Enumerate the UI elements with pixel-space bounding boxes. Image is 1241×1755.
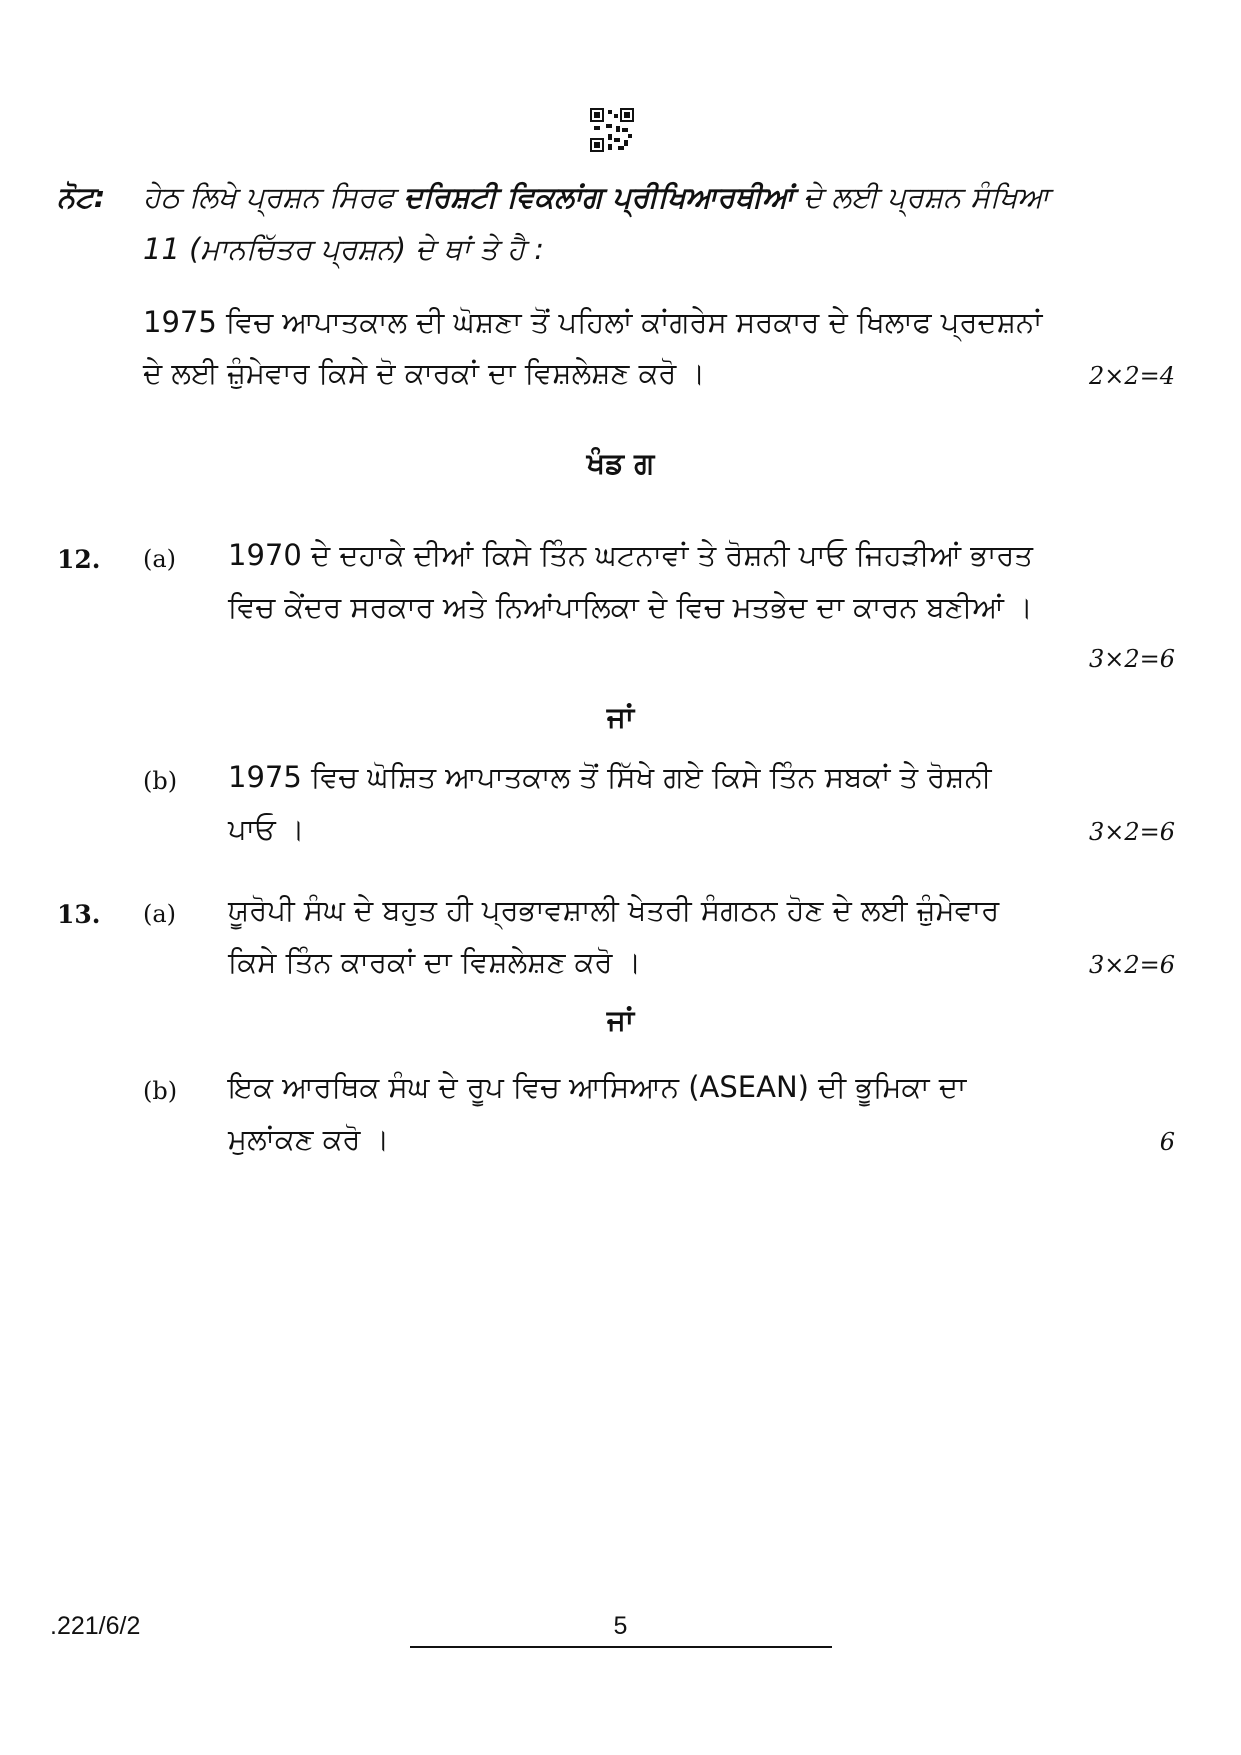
note-question-line-1: 1975 ਵਿਚ ਆਪਾਤਕਾਲ ਦੀ ਘੋਸ਼ਣਾ ਤੋਂ ਪਹਿਲਾਂ ਕਾਂਗਰੇਸ ਸਰਕਾਰ ਦੇ ਖਿਲਾਫ ਪ੍ਰਦਸ਼ਨਾਂ [143, 305, 1043, 339]
question-text-line: ਵਿਚ ਕੇਂਦਰ ਸਰਕਾਰ ਅਤੇ ਨਿਆਂਪਾਲਿਕਾ ਦੇ ਵਿਚ ਮਤਭੇਦ ਦਾ ਕਾਰਨ ਬਣੀਆਂ । [228, 590, 1033, 624]
or-separator: ਜਾਂ [606, 700, 635, 734]
question-part-label: (b) [143, 1077, 178, 1105]
note-marks: 2×2=4 [1088, 362, 1175, 390]
question-marks: 3×2=6 [1088, 951, 1175, 979]
question-number: 12. [57, 545, 101, 574]
question-text-line: 1975 ਵਿਚ ਘੋਸ਼ਿਤ ਆਪਾਤਕਾਲ ਤੋਂ ਸਿੱਖੇ ਗਏ ਕਿਸੇ ਤਿੰਨ ਸਬਕਾਂ ਤੇ ਰੋਸ਼ਨੀ [228, 760, 992, 794]
question-part-label: (b) [143, 767, 178, 795]
question-text-line: 1970 ਦੇ ਦਹਾਕੇ ਦੀਆਂ ਕਿਸੇ ਤਿੰਨ ਘਟਨਾਵਾਂ ਤੇ ਰੋਸ਼ਨੀ ਪਾਓ ਜਿਹੜੀਆਂ ਭਾਰਤ [228, 538, 1033, 572]
note-label: ਨੋਟ: [57, 180, 106, 214]
note-line-1-end: ਦੇ ਲਈ ਪ੍ਰਸ਼ਨ ਸੰਖਿਆ [803, 180, 1050, 214]
question-text-line: ਪਾਓ । [228, 812, 305, 846]
question-marks: 6 [1159, 1128, 1175, 1156]
question-text-line: ਕਿਸੇ ਤਿੰਨ ਕਾਰਕਾਂ ਦਾ ਵਿਸ਼ਲੇਸ਼ਣ ਕਰੋ । [228, 945, 642, 979]
note-question-line-2: ਦੇ ਲਈ ਜ਼ੁੰਮੇਵਾਰ ਕਿਸੇ ਦੋ ਕਾਰਕਾਂ ਦਾ ਵਿਸ਼ਲੇਸ਼ਣ ਕਰੋ । [143, 356, 706, 390]
question-marks: 3×2=6 [1088, 645, 1175, 673]
question-text-line: ਯੂਰੋਪੀ ਸੰਘ ਦੇ ਬਹੁਤ ਹੀ ਪ੍ਰਭਾਵਸ਼ਾਲੀ ਖੇਤਰੀ ਸੰਗਠਨ ਹੋਣ ਦੇ ਲਈ ਜ਼ੁੰਮੇਵਾਰ [228, 893, 1000, 927]
question-text-line: ਮੁਲਾਂਕਣ ਕਰੋ । [228, 1122, 390, 1156]
note-line-1-bold: ਦਰਿਸ਼ਟੀ ਵਿਕਲਾਂਗ ਪ੍ਰੀਖਿਆਰਥੀਆਂ [403, 180, 794, 214]
question-text-line: ਇਕ ਆਰਥਿਕ ਸੰਘ ਦੇ ਰੂਪ ਵਿਚ ਆਸਿਆਨ (ASEAN) ਦੀ ਭੂਮਿਕਾ ਦਾ [228, 1070, 967, 1104]
paper-code: .221/6/2 [50, 1612, 141, 1640]
question-part-label: (a) [143, 900, 177, 928]
note-line-2: 11 (ਮਾਨਚਿੱਤਰ ਪ੍ਰਸ਼ਨ) ਦੇ ਥਾਂ ਤੇ ਹੈ : [143, 232, 545, 266]
section-title: ਖੰਡ ਗ [586, 446, 655, 480]
note-line-1-start: ਹੇਠ ਲਿਖੇ ਪ੍ਰਸ਼ਨ ਸਿਰਫ [143, 180, 395, 214]
question-number: 13. [57, 900, 101, 929]
or-separator: ਜਾਂ [606, 1003, 635, 1037]
footer-divider [410, 1646, 832, 1648]
page-number: 5 [613, 1612, 628, 1640]
qr-code-icon [590, 108, 634, 152]
question-part-label: (a) [143, 545, 177, 573]
note-line-1 [143, 180, 1049, 215]
question-marks: 3×2=6 [1088, 818, 1175, 846]
